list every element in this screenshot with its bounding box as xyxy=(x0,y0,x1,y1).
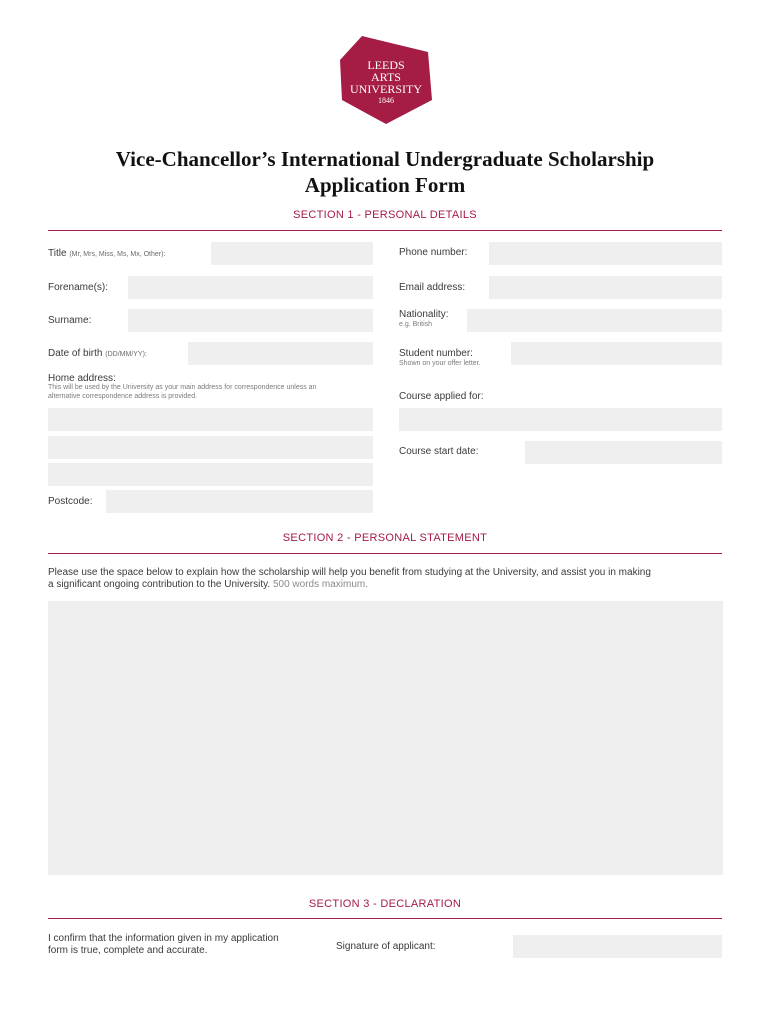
section2-heading: SECTION 2 - PERSONAL STATEMENT xyxy=(282,532,488,544)
home-address-field-line3[interactable] xyxy=(48,463,373,486)
logo-line1: LEEDS xyxy=(367,58,405,72)
course-start-field[interactable] xyxy=(525,441,722,464)
forename-label: Forename(s): xyxy=(48,282,109,293)
title-label xyxy=(48,248,165,259)
phone-label: Phone number: xyxy=(399,247,468,258)
statement-instruction-line2 xyxy=(48,579,368,590)
home-address-field-line2[interactable] xyxy=(48,436,373,459)
student-number-field[interactable] xyxy=(511,342,722,365)
course-field[interactable] xyxy=(399,408,722,431)
statement-instruction-text: a significant ongoing contribution to the University. xyxy=(48,579,271,590)
declaration-line2: form is true, complete and accurate. xyxy=(48,945,208,956)
personal-statement-field[interactable] xyxy=(48,601,723,875)
postcode-label: Postcode: xyxy=(48,496,93,507)
postcode-field[interactable] xyxy=(106,490,373,513)
logo-line3: UNIVERSITY xyxy=(350,82,422,96)
nationality-label: Nationality: xyxy=(399,309,449,320)
email-label: Email address: xyxy=(399,282,466,293)
title-hint: (Mr, Mrs, Miss, Ms, Mx, Other): xyxy=(69,251,166,258)
email-field[interactable] xyxy=(489,276,722,299)
word-limit-note: 500 words maximum. xyxy=(272,579,368,590)
section2-divider xyxy=(48,553,722,554)
signature-label: Signature of applicant: xyxy=(336,941,436,952)
logo-line2: ARTS xyxy=(371,70,401,84)
home-address-label: Home address: xyxy=(48,373,116,384)
course-start-label: Course start date: xyxy=(399,446,479,457)
nationality-field[interactable] xyxy=(467,309,722,332)
dob-hint: (DD/MM/YY): xyxy=(105,351,147,358)
section1-heading: SECTION 1 - PERSONAL DETAILS xyxy=(293,209,477,221)
signature-field[interactable] xyxy=(513,935,722,958)
nationality-hint: e.g. British xyxy=(399,321,433,328)
student-number-hint: Shown on your offer letter. xyxy=(399,360,481,367)
section3-heading: SECTION 3 - DECLARATION xyxy=(308,898,462,910)
page-title xyxy=(0,146,770,198)
logo-year: 1846 xyxy=(378,96,394,105)
section3-divider xyxy=(48,918,722,919)
section1-divider xyxy=(48,230,722,231)
phone-field[interactable] xyxy=(489,242,722,265)
statement-instruction-line1: Please use the space below to explain how the scholarship will help you benefit from studying at the University, and assist you in making xyxy=(48,567,651,578)
forename-field[interactable] xyxy=(128,276,373,299)
title-line1: Vice-Chancellor’s International Undergraduate Scholarship xyxy=(115,147,655,171)
declaration-line1: I confirm that the information given in my application xyxy=(48,933,279,944)
course-label: Course applied for: xyxy=(399,391,484,402)
university-logo xyxy=(338,34,434,126)
title-line2: Application Form xyxy=(304,173,466,197)
dob-label-text: Date of birth xyxy=(48,348,103,359)
title-label-text: Title xyxy=(48,248,67,259)
home-address-field-line1[interactable] xyxy=(48,408,373,431)
home-address-note-line2: alternative correspondence address is provided. xyxy=(48,393,198,400)
title-field[interactable] xyxy=(211,242,373,265)
student-number-label: Student number: xyxy=(399,348,473,359)
home-address-note-line1: This will be used by the University as your main address for correspondence unless an xyxy=(48,384,317,391)
surname-label: Surname: xyxy=(48,315,92,326)
dob-label xyxy=(48,348,147,359)
surname-field[interactable] xyxy=(128,309,373,332)
dob-field[interactable] xyxy=(188,342,373,365)
